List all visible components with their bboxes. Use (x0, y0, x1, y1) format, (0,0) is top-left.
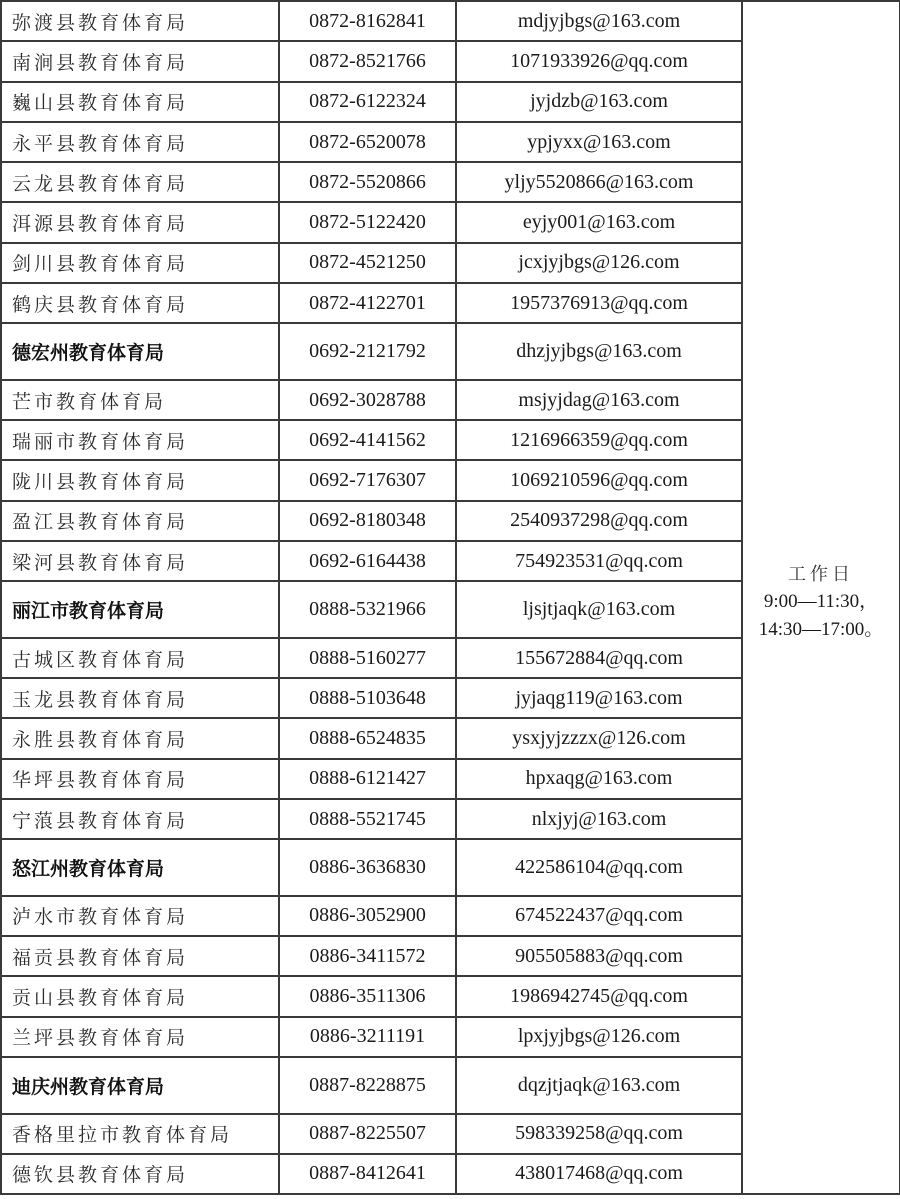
bureau-name: 陇川县教育体育局 (1, 460, 279, 500)
phone-number: 0692-7176307 (279, 460, 456, 500)
email-address: 1069210596@qq.com (456, 460, 742, 500)
email-address: 1957376913@qq.com (456, 283, 742, 323)
phone-number: 0872-8162841 (279, 1, 456, 41)
contact-table-body (1, 1, 900, 1194)
bureau-name: 瑞丽市教育体育局 (1, 420, 279, 460)
bureau-name: 贡山县教育体育局 (1, 976, 279, 1016)
bureau-name: 芒市教育体育局 (1, 380, 279, 420)
email-address: nlxjyj@163.com (456, 799, 742, 839)
bureau-name: 南涧县教育体育局 (1, 41, 279, 81)
bureau-name: 德钦县教育体育局 (1, 1154, 279, 1194)
phone-number: 0886-3211191 (279, 1017, 456, 1057)
email-address: hpxaqg@163.com (456, 759, 742, 799)
email-address: ysxjyjzzzx@126.com (456, 718, 742, 758)
email-address: 155672884@qq.com (456, 638, 742, 678)
phone-number: 0872-5122420 (279, 202, 456, 242)
phone-number: 0692-3028788 (279, 380, 456, 420)
bureau-name: 巍山县教育体育局 (1, 82, 279, 122)
bureau-name: 福贡县教育体育局 (1, 936, 279, 976)
email-address: jyjaqg119@163.com (456, 678, 742, 718)
bureau-name: 华坪县教育体育局 (1, 759, 279, 799)
email-address: 422586104@qq.com (456, 839, 742, 896)
email-address: eyjy001@163.com (456, 202, 742, 242)
phone-number: 0692-8180348 (279, 501, 456, 541)
email-address: 905505883@qq.com (456, 936, 742, 976)
email-address: 1216966359@qq.com (456, 420, 742, 460)
phone-number: 0872-6122324 (279, 82, 456, 122)
phone-number: 0872-5520866 (279, 162, 456, 202)
phone-number: 0886-3636830 (279, 839, 456, 896)
email-address: yljy5520866@163.com (456, 162, 742, 202)
bureau-name: 迪庆州教育体育局 (1, 1057, 279, 1114)
phone-number: 0888-6121427 (279, 759, 456, 799)
email-address: jcxjyjbgs@126.com (456, 243, 742, 283)
bureau-name: 玉龙县教育体育局 (1, 678, 279, 718)
email-address: 1986942745@qq.com (456, 976, 742, 1016)
phone-number: 0888-6524835 (279, 718, 456, 758)
bureau-name: 云龙县教育体育局 (1, 162, 279, 202)
email-address: lpxjyjbgs@126.com (456, 1017, 742, 1057)
bureau-name: 剑川县教育体育局 (1, 243, 279, 283)
phone-number: 0887-8412641 (279, 1154, 456, 1194)
email-address: 1071933926@qq.com (456, 41, 742, 81)
bureau-name: 梁河县教育体育局 (1, 541, 279, 581)
phone-number: 0888-5321966 (279, 581, 456, 638)
bureau-name: 兰坪县教育体育局 (1, 1017, 279, 1057)
phone-number: 0888-5160277 (279, 638, 456, 678)
phone-number: 0886-3411572 (279, 936, 456, 976)
phone-number: 0692-6164438 (279, 541, 456, 581)
phone-number: 0872-6520078 (279, 122, 456, 162)
bureau-name: 古城区教育体育局 (1, 638, 279, 678)
office-hours-morning: 9:00—11:30， (763, 590, 879, 612)
phone-number: 0886-3511306 (279, 976, 456, 1016)
email-address: dqzjtjaqk@163.com (456, 1057, 742, 1114)
office-hours-afternoon: 14:30—17:00。 (758, 618, 884, 640)
bureau-name: 洱源县教育体育局 (1, 202, 279, 242)
bureau-name: 香格里拉市教育体育局 (1, 1114, 279, 1154)
phone-number: 0872-4122701 (279, 283, 456, 323)
email-address: 674522437@qq.com (456, 896, 742, 936)
email-address: 754923531@qq.com (456, 541, 742, 581)
bureau-name: 鹤庆县教育体育局 (1, 283, 279, 323)
email-address: 2540937298@qq.com (456, 501, 742, 541)
bureau-name: 弥渡县教育体育局 (1, 1, 279, 41)
bureau-name: 永平县教育体育局 (1, 122, 279, 162)
email-address: msjyjdag@163.com (456, 380, 742, 420)
bureau-name: 盈江县教育体育局 (1, 501, 279, 541)
email-address: 598339258@qq.com (456, 1114, 742, 1154)
phone-number: 0692-4141562 (279, 420, 456, 460)
bureau-name: 泸水市教育体育局 (1, 896, 279, 936)
phone-number: 0872-4521250 (279, 243, 456, 283)
email-address: ypjyxx@163.com (456, 122, 742, 162)
bureau-name: 宁蒗县教育体育局 (1, 799, 279, 839)
email-address: ljsjtjaqk@163.com (456, 581, 742, 638)
bureau-name: 德宏州教育体育局 (1, 323, 279, 380)
phone-number: 0692-2121792 (279, 323, 456, 380)
bureau-name: 丽江市教育体育局 (1, 581, 279, 638)
phone-number: 0886-3052900 (279, 896, 456, 936)
phone-number: 0872-8521766 (279, 41, 456, 81)
bureau-name: 怒江州教育体育局 (1, 839, 279, 896)
bureau-name: 永胜县教育体育局 (1, 718, 279, 758)
email-address: dhzjyjbgs@163.com (456, 323, 742, 380)
email-address: jyjdzb@163.com (456, 82, 742, 122)
phone-number: 0887-8225507 (279, 1114, 456, 1154)
phone-number: 0888-5103648 (279, 678, 456, 718)
office-hours-cell (742, 1, 900, 1194)
office-hours-label: 工作日 (788, 563, 854, 584)
phone-number: 0887-8228875 (279, 1057, 456, 1114)
table-row (1, 1, 900, 41)
phone-number: 0888-5521745 (279, 799, 456, 839)
email-address: mdjyjbgs@163.com (456, 1, 742, 41)
email-address: 438017468@qq.com (456, 1154, 742, 1194)
